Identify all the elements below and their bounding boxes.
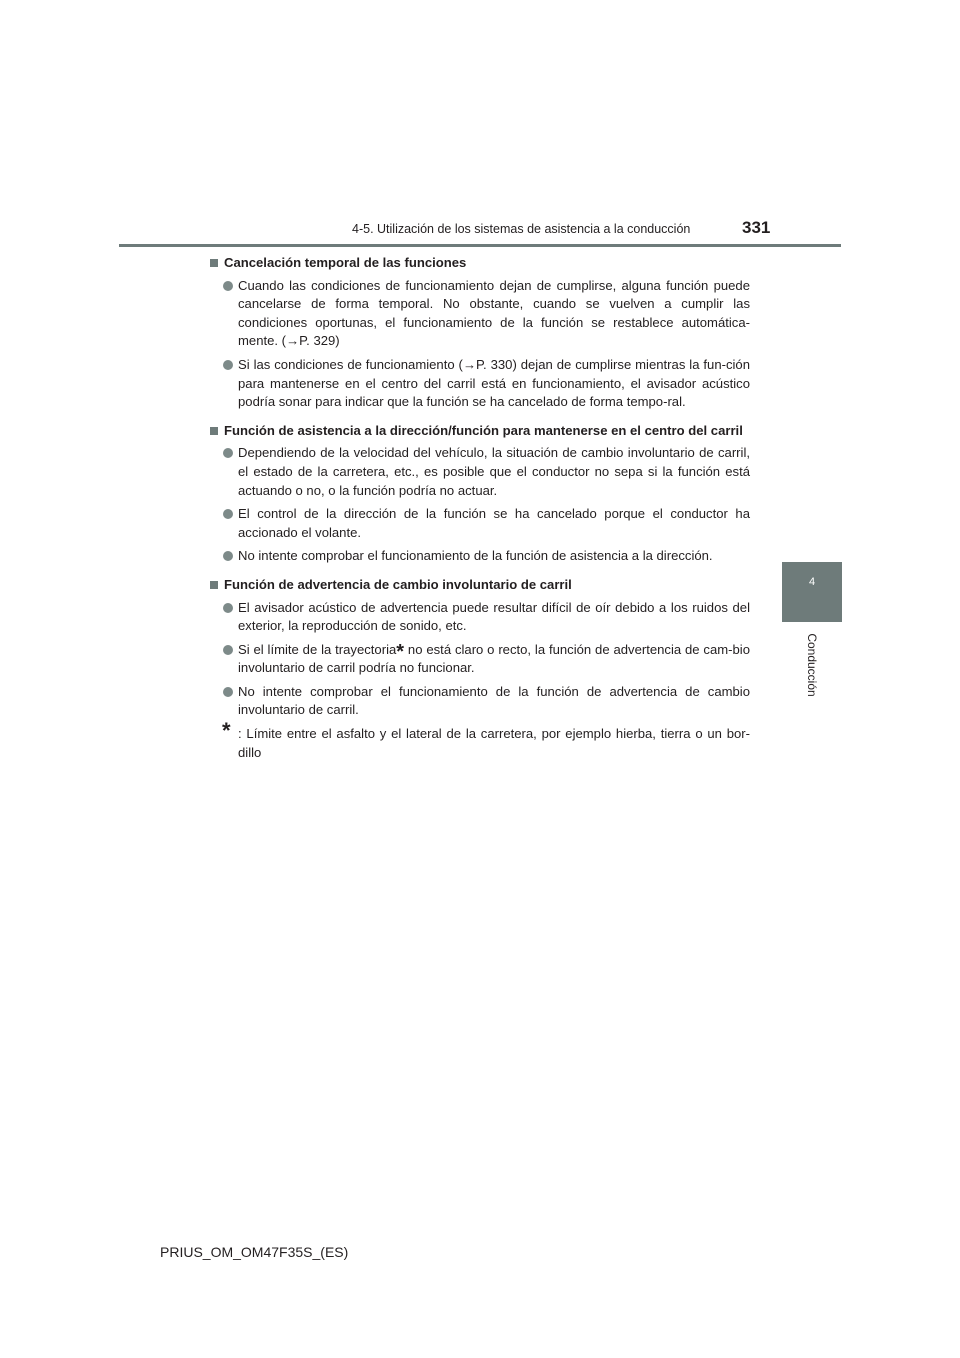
section-title: Cancelación temporal de las funciones <box>210 254 750 273</box>
page-number: 331 <box>742 218 771 237</box>
circle-bullet-icon <box>223 603 233 613</box>
section-lane-departure-warning <box>210 576 750 762</box>
chapter-label: Conducción <box>805 633 819 697</box>
footnote <box>210 718 750 762</box>
section-title: Función de advertencia de cambio involuntario de carril <box>210 576 750 595</box>
list-item: Si el límite de la trayectoria* no está claro o recto, la función de advertencia de cam-bio involuntario de carril podría no funcionar. <box>210 641 750 678</box>
page-content <box>210 254 750 772</box>
footnote-text: : Límite entre el asfalto y el lateral de la carretera, por ejemplo hierba, tierra o un bor-dillo <box>238 726 750 760</box>
circle-bullet-icon <box>223 687 233 697</box>
running-header-title: 4-5. Utilización de los sistemas de asistencia a la conducción <box>352 222 691 236</box>
document-code: PRIUS_OM_OM47F35S_(ES) <box>160 1244 349 1260</box>
circle-bullet-icon <box>223 509 233 519</box>
chapter-tab <box>782 562 842 622</box>
circle-bullet-icon <box>223 360 233 370</box>
square-bullet-icon <box>210 581 218 589</box>
header-rule <box>119 244 841 247</box>
section-steering-assist <box>210 422 750 566</box>
circle-bullet-icon <box>223 645 233 655</box>
list-item: Cuando las condiciones de funcionamiento dejan de cumplirse, alguna función puede cancelarse de forma temporal. No obstante, cuando se vuelven a cumplir las condiciones oportunas, el funcionamiento de la función se restablece automática-mente. (→P. 329) <box>210 277 750 351</box>
list-item: Dependiendo de la velocidad del vehículo, la situación de cambio involuntario de carril, el estado de la carretera, etc., es posible que el conductor no sepa si la función está actuando o no, o la función podría no actuar. <box>210 444 750 500</box>
circle-bullet-icon <box>223 551 233 561</box>
list-item: No intente comprobar el funcionamiento de la función de asistencia a la dirección. <box>210 547 750 566</box>
list-item: El avisador acústico de advertencia puede resultar difícil de oír debido a los ruidos del exterior, la reproducción de sonido, etc. <box>210 599 750 636</box>
footnote-mark: * <box>222 718 231 744</box>
list-item: No intente comprobar el funcionamiento de la función de advertencia de cambio involuntario de carril. <box>210 683 750 720</box>
section-title: Función de asistencia a la dirección/función para mantenerse en el centro del carril <box>210 422 750 441</box>
square-bullet-icon <box>210 427 218 435</box>
circle-bullet-icon <box>223 281 233 291</box>
square-bullet-icon <box>210 259 218 267</box>
chapter-tab-number: 4 <box>808 576 816 588</box>
list-item: El control de la dirección de la función se ha cancelado porque el conductor ha accionado el volante. <box>210 505 750 542</box>
footnote-reference-mark: * <box>396 640 405 663</box>
circle-bullet-icon <box>223 448 233 458</box>
section-temporary-cancel <box>210 254 750 412</box>
list-item: Si las condiciones de funcionamiento (→P. 330) dejan de cumplirse mientras la fun-ción para mantenerse en el centro del carril está en funcionamiento, el avisador acústico podría sonar para indicar que la función se ha cancelado de forma tempo-ral. <box>210 356 750 412</box>
